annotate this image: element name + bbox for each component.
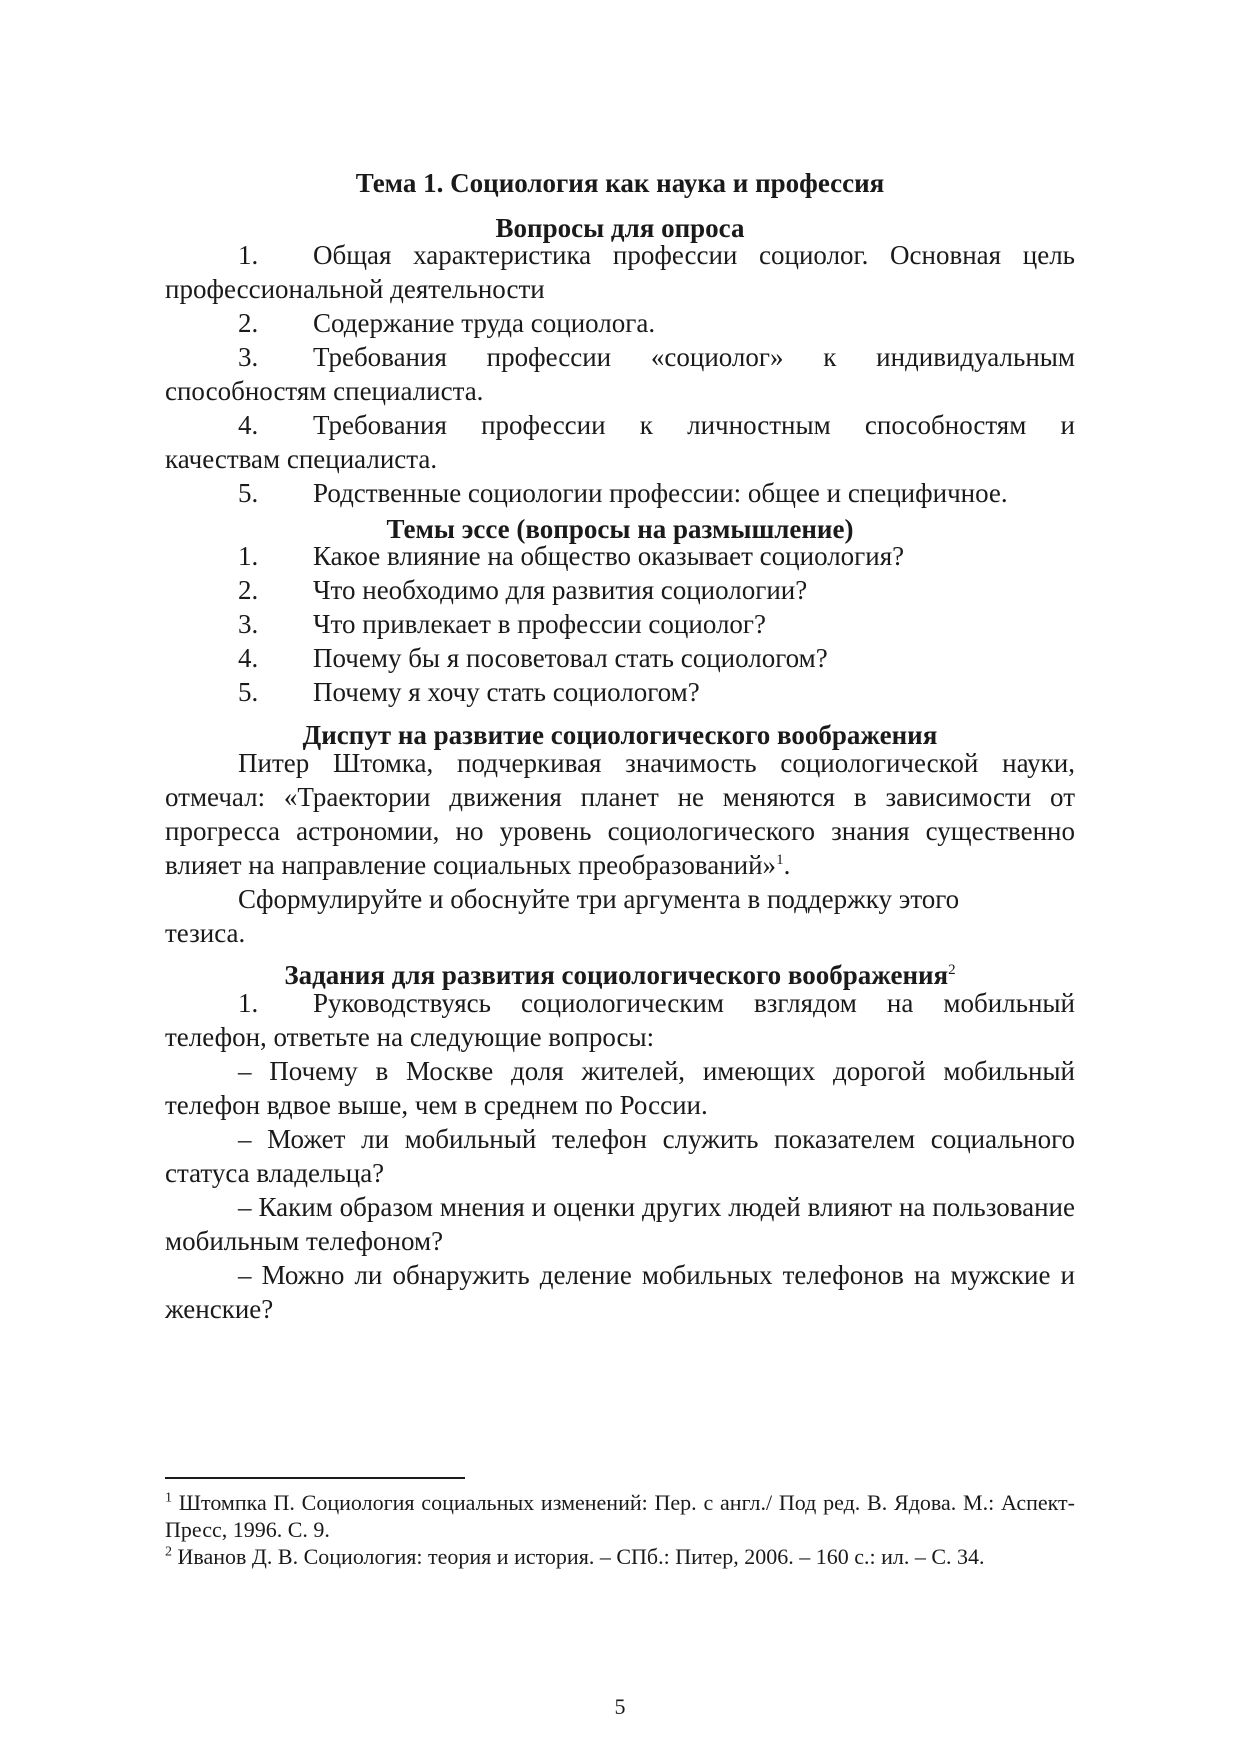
item-text: Что привлекает в профессии социолог?: [313, 609, 766, 639]
item-text: Требования профессии к личностным способностям и: [313, 410, 1075, 440]
footnote-ref: 2: [948, 962, 956, 978]
footnote-separator: [165, 1477, 465, 1479]
essay-list: [165, 539, 1075, 709]
item-text: Содержание труда социолога.: [313, 308, 656, 338]
footnote-mark: 1: [165, 1490, 172, 1506]
list-item: [165, 340, 1075, 374]
question-item: – Можно ли обнаружить деление мобильных телефонов на мужские и женские?: [165, 1260, 1075, 1324]
item-text-continued: способностям специалиста.: [165, 376, 484, 406]
item-number: 3.: [238, 342, 259, 372]
footnote-text: Штомпка П. Социология социальных изменений: Пер. с англ./ Под ред. В. Ядова. М.: Аспект-Пресс, 1996. С. 9.: [165, 1490, 1075, 1542]
footnote-ref: 1: [776, 852, 784, 868]
list-item: [165, 539, 1075, 573]
dispute-paragraph: [165, 746, 1075, 882]
quote-end: .: [783, 850, 791, 880]
question-item: – Каким образом мнения и оценки других людей влияют на пользование мобильным телефоном?: [165, 1192, 1075, 1256]
item-number: 4.: [238, 410, 259, 440]
tasks-section: [165, 986, 1075, 1326]
item-text: Общая характеристика профессии социолог. Основная цель: [313, 240, 1075, 270]
list-item: [165, 306, 1075, 340]
footnote-mark: 2: [165, 1544, 172, 1560]
item-text-continued: качествам специалиста.: [165, 444, 438, 474]
item-text: Руководствуясь социологическим взглядом на мобильный: [313, 988, 1075, 1018]
question-item: – Почему в Москве доля жителей, имеющих дорогой мобильный телефон вдвое выше, чем в среднем по России.: [165, 1056, 1075, 1120]
tasks-heading-text: Задания для развития социологического воображения: [284, 960, 949, 990]
item-text-continued: телефон, ответьте на следующие вопросы:: [165, 1022, 655, 1052]
item-number: 1.: [238, 541, 259, 571]
item-text: Требования профессии «социолог» к индивидуальным: [313, 342, 1075, 372]
item-number: 5.: [238, 478, 259, 508]
page-title: Тема 1. Социология как наука и профессия: [355, 168, 885, 198]
item-number: 1.: [238, 240, 259, 270]
essay-heading: Темы эссе (вопросы на размышление): [386, 514, 854, 544]
quote-text: Питер Штомка, подчеркивая значимость социологической науки, отмечал: «Траектории движения планет не меняются в зависимости от прогресса астрономии, но уровень социологического знания существенно влияет на направление социальных преобразований»: [165, 748, 1075, 880]
question-item: – Может ли мобильный телефон служить показателем социального статуса владельца?: [165, 1124, 1075, 1188]
item-text: Родственные социологии профессии: общее и специфичное.: [313, 478, 1008, 508]
item-number: 2.: [238, 308, 259, 338]
document-page: [165, 0, 1075, 1754]
list-item: [165, 573, 1075, 607]
survey-list: [165, 238, 1075, 510]
item-text-continued: профессиональной деятельности: [165, 274, 545, 304]
item-text: Что необходимо для развития социологии?: [313, 575, 808, 605]
dispute-heading: Диспут на развитие социологического воображения: [302, 720, 938, 750]
page-number: 5: [614, 1694, 626, 1719]
item-number: 3.: [238, 609, 259, 639]
list-item: [165, 986, 1075, 1020]
item-number: 1.: [238, 988, 259, 1018]
item-number: 2.: [238, 575, 259, 605]
survey-heading: Вопросы для опроса: [495, 213, 745, 243]
list-item: [165, 408, 1075, 442]
dispute-section: [165, 746, 1075, 950]
dispute-task: Сформулируйте и обоснуйте три аргумента в поддержку этого тезиса.: [165, 884, 960, 948]
list-item: [165, 476, 1075, 510]
item-number: 4.: [238, 643, 259, 673]
footnote: [165, 1543, 1075, 1570]
item-number: 5.: [238, 677, 259, 707]
list-item: [165, 641, 1075, 675]
list-item: [165, 675, 1075, 709]
item-text: Почему бы я посоветовал стать социологом?: [313, 643, 828, 673]
footnote-text: Иванов Д. В. Социология: теория и история. – СПб.: Питер, 2006. – 160 с.: ил. – С. 34.: [177, 1544, 985, 1569]
list-item: [165, 607, 1075, 641]
item-text: Почему я хочу стать социологом?: [313, 677, 700, 707]
footnote: [165, 1489, 1075, 1543]
list-item: [165, 238, 1075, 272]
item-text: Какое влияние на общество оказывает социология?: [313, 541, 905, 571]
